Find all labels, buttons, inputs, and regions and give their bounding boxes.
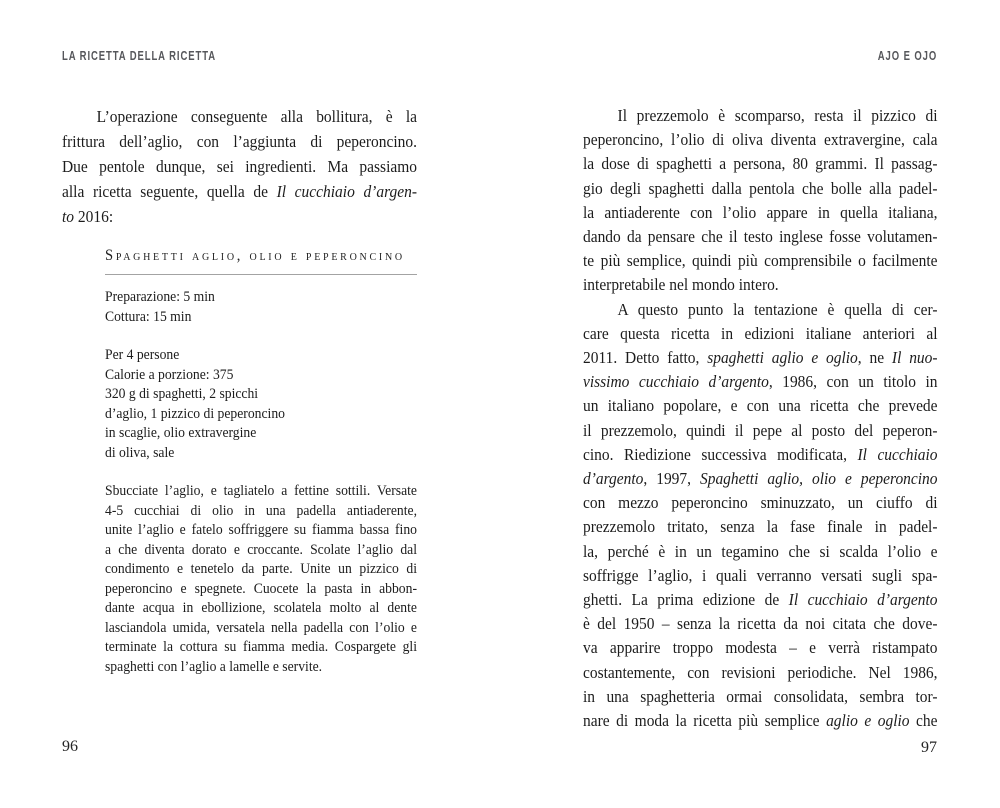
text-line	[105, 619, 417, 639]
text-line	[583, 612, 938, 636]
text-segment: la, perché è in un tegamino che si scalda l’olio e	[583, 541, 938, 561]
text-line	[583, 443, 938, 467]
text-line	[583, 540, 938, 564]
text-line	[105, 638, 417, 658]
italic-text-segment: Il cucchiaio d’argento	[788, 590, 938, 610]
text-line	[583, 394, 938, 418]
italic-text-segment: d’argento	[583, 469, 644, 489]
text-line	[62, 129, 417, 154]
text-segment: , 1986, con un titolo in	[768, 372, 938, 392]
text-segment: cino. Riedizione successiva modificata,	[583, 444, 858, 464]
italic-text-segment: vissimo cucchiaio d’argento	[583, 372, 769, 392]
text-segment: 4-5 cucchiai di olio in una padella antiaderente,	[105, 502, 417, 519]
text-segment: 2016:	[74, 207, 114, 226]
page-number-right: 97	[921, 739, 937, 756]
text-segment: nare di moda la ricetta più semplice	[583, 711, 827, 731]
text-segment: L’operazione conseguente alla bollitura, è la	[96, 107, 418, 126]
text-segment: prezzemolo tritato, senza la fase finale in padel-	[583, 517, 938, 537]
text-line	[583, 661, 938, 685]
text-segment: 2011. Detto fatto,	[583, 348, 708, 368]
recipe-ingredients	[105, 346, 417, 463]
italic-text-segment: to	[62, 207, 75, 226]
recipe-title: Spaghetti aglio, olio e peperoncino	[105, 247, 405, 264]
text-line	[583, 152, 938, 176]
text-line	[583, 419, 938, 443]
text-line	[583, 128, 938, 152]
text-segment: peperoncino, l’olio di oliva diventa extravergine, cala	[583, 130, 938, 150]
text-line	[583, 225, 938, 249]
text-line	[583, 685, 938, 709]
text-segment: a che diventa dorato e croccante. Scolate l’aglio dal	[105, 541, 417, 558]
text-line	[105, 521, 417, 541]
italic-text-segment: Il cucchiaio d’argen-	[276, 182, 418, 201]
recipe-block	[105, 246, 417, 677]
text-segment: frittura dell’aglio, con l’aggiunta di peperoncino.	[62, 132, 418, 151]
text-line	[583, 298, 938, 322]
text-line	[105, 541, 417, 561]
italic-text-segment: aglio e oglio	[826, 711, 910, 731]
text-segment: te più semplice, quindi più comprensibile o facilmente	[583, 251, 938, 271]
intro-paragraph	[62, 104, 417, 229]
text-line: 320 g di spaghetti, 2 spicchi	[105, 386, 259, 402]
text-line: di oliva, sale	[105, 444, 175, 461]
text-segment: condimento e tenetelo da parte. Unite un pizzico di	[105, 561, 417, 577]
text-line	[62, 179, 417, 204]
text-segment: A questo punto la tentazione è quella di cer-	[617, 299, 938, 319]
text-line	[583, 273, 938, 297]
divider-rule	[105, 274, 417, 275]
text-line	[583, 588, 938, 612]
text-line	[62, 104, 417, 129]
text-segment: interpretabile nel mondo intero.	[583, 275, 779, 295]
italic-text-segment: spaghetti aglio e oglio	[707, 348, 858, 368]
text-segment: alla ricetta seguente, quella de	[62, 182, 277, 201]
text-line	[105, 560, 417, 580]
recipe-instructions	[105, 482, 417, 677]
text-segment: Il prezzemolo è scomparso, resta il pizzico di	[617, 106, 938, 125]
text-segment: lasciandola umida, versatela nella padella con l’olio e	[105, 619, 417, 636]
recipe-meta	[105, 288, 417, 327]
text-segment: unite l’aglio e fatelo soffriggere su fiamma bassa fino	[105, 522, 417, 538]
text-segment: ghetti. La prima edizione de	[583, 590, 789, 610]
text-line	[583, 370, 938, 394]
text-line	[105, 599, 417, 619]
text-segment: un italiano popolare, e con una ricetta che prevede	[583, 396, 938, 416]
text-segment: il prezzemolo, quindi il pepe al posto del peperon-	[583, 420, 938, 440]
text-segment: Due pentole dunque, sei ingredienti. Ma passiamo	[62, 157, 418, 176]
text-line	[583, 346, 938, 370]
body-text	[583, 104, 938, 733]
text-segment: che	[909, 711, 938, 731]
text-segment: in una spaghetteria ormai consolidata, sembra tor-	[583, 686, 938, 706]
text-line	[105, 502, 417, 522]
text-segment: , ne	[857, 348, 892, 368]
italic-text-segment: Spaghetti aglio, olio e peperoncino	[699, 469, 938, 489]
text-line	[583, 636, 938, 660]
italic-text-segment: Il cucchiaio	[857, 444, 938, 464]
page-number-left: 96	[62, 738, 78, 755]
text-segment: dante acqua in ebollizione, scolatela molto al dente	[105, 600, 417, 616]
text-line: Preparazione: 5 min	[105, 289, 215, 305]
text-segment: , 1997,	[643, 469, 700, 489]
text-segment: la antiaderente con l’olio appare in quella italiana,	[583, 202, 938, 222]
text-segment: dando da pensare che il testo inglese fosse volutamen-	[583, 227, 938, 247]
italic-text-segment: Il nuo-	[891, 348, 938, 368]
text-segment: gio degli spaghetti dalla pentola che bolle alla padel-	[583, 178, 938, 198]
text-line: Calorie a porzione: 375	[105, 366, 234, 383]
text-segment: soffrigge l’aglio, i quali verranno versati sugli spa-	[583, 565, 938, 585]
text-line: Per 4 persone	[105, 347, 180, 363]
text-segment: peperoncino e spegnete. Cuocete la pasta in abbon-	[105, 580, 417, 597]
running-header-right: AJO E OJO	[877, 49, 937, 63]
text-segment: con mezzo peperoncino sminuzzato, un ciuffo di	[583, 493, 938, 513]
text-line	[583, 564, 938, 588]
text-line	[583, 709, 938, 733]
text-line	[105, 658, 417, 678]
text-segment: è del 1950 – senza la ricetta da noi citata che dove-	[583, 614, 938, 634]
text-line	[62, 154, 417, 179]
text-line	[583, 177, 938, 201]
text-line	[583, 322, 938, 346]
running-header-left: LA RICETTA DELLA RICETTA	[62, 49, 216, 63]
text-line	[583, 515, 938, 539]
text-segment: care questa ricetta in edizioni italiane anteriori al	[583, 323, 938, 343]
text-segment: la dose di spaghetti a persona, 80 grammi. Il passag-	[583, 154, 938, 174]
text-line: d’aglio, 1 pizzico di peperoncino	[105, 405, 285, 422]
text-segment: spaghetti con l’aglio a lamelle e servite.	[105, 658, 323, 675]
text-segment: costantemente, con revisioni periodiche. Nel 1986,	[583, 662, 938, 682]
text-line	[583, 467, 938, 491]
text-line	[583, 249, 938, 273]
text-line	[105, 580, 417, 600]
text-line	[105, 482, 417, 502]
text-line	[583, 104, 938, 128]
text-line	[62, 204, 417, 229]
text-line: in scaglie, olio extravergine	[105, 425, 257, 441]
text-line	[583, 491, 938, 515]
text-segment: terminate la cottura su fiamma media. Cospargete gli	[105, 639, 417, 655]
text-segment: Sbucciate l’aglio, e tagliatelo a fettine sottili. Versate	[105, 483, 417, 499]
text-line: Cottura: 15 min	[105, 308, 192, 325]
text-segment: va apparire troppo modesta – e verrà ristampato	[583, 638, 938, 658]
text-line	[583, 201, 938, 225]
